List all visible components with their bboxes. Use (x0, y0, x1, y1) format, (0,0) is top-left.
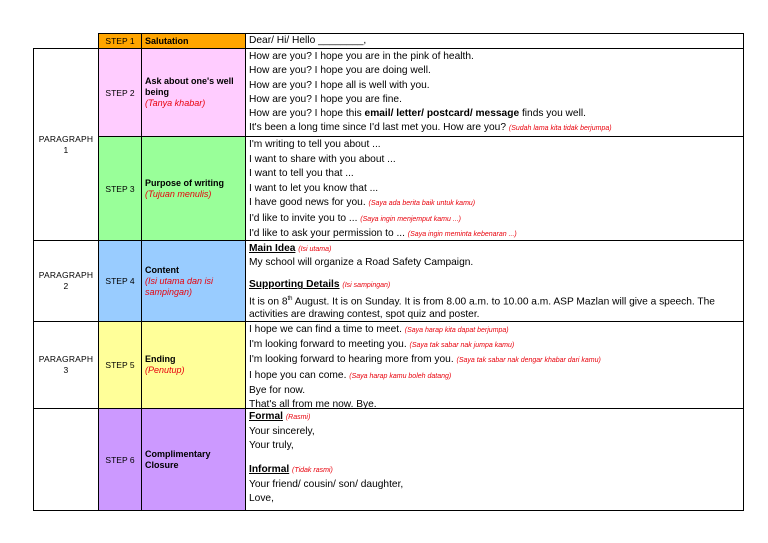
wellbeing-line: How are you? I hope all is well with you. (249, 79, 430, 91)
malay-note: (Saya ada berita baik untuk kamu) (368, 200, 476, 207)
ending-line (249, 369, 740, 384)
malay-note: (Sudah lama kita tidak berjumpa) (508, 125, 612, 133)
ending-line (249, 323, 740, 338)
paragraph-2-label (33, 240, 99, 322)
line-text: It's been a long time since I'd last met you. How are you? (249, 122, 507, 134)
line-text: I hope we can find a time to meet. (249, 324, 402, 335)
wellbeing-line: How are you? I hope you are fine. (249, 93, 402, 105)
step2-title: Ask about one's well being (145, 76, 234, 97)
step6-title: Complimentary Closure (145, 448, 211, 470)
line-text: It is on 8 (249, 296, 288, 307)
malay-note: (Saya tak sabar nak jumpa kamu) (409, 342, 515, 350)
step5-content (245, 321, 744, 409)
paragraph-3-label (33, 321, 99, 409)
step5-label (98, 321, 142, 409)
step6-content (245, 408, 744, 511)
heading-text: Supporting Details (249, 279, 340, 291)
step1-text: STEP 1 (105, 36, 135, 46)
superscript: th (287, 295, 293, 302)
line-text: finds you well. (519, 108, 586, 120)
paragraph-2-text: PARAGRAPH 2 (38, 270, 94, 291)
closure-line: Love, (249, 493, 274, 505)
purpose-line: I'm writing to tell you about ... (249, 139, 381, 150)
step3-content (245, 136, 744, 241)
line-bold: email/ letter/ postcard/ message (364, 108, 520, 120)
step2-content (245, 48, 744, 137)
step1-topic (141, 33, 246, 49)
paragraph-3-text: PARAGRAPH 3 (38, 354, 94, 375)
step4-subtitle: (Isi utama dan isi sampingan) (145, 275, 214, 297)
step2-text: STEP 2 (105, 87, 135, 98)
malay-note: (Isi utama) (298, 246, 332, 253)
step6-label (98, 408, 142, 511)
step1-label (98, 33, 142, 49)
malay-note: (Saya ingin meminta kebenaran ...) (407, 231, 517, 238)
step2-subtitle: (Tanya khabar) (145, 98, 206, 108)
step5-subtitle: (Penutup) (145, 365, 185, 375)
malay-note: (Saya ingin menjemput kamu ...) (360, 215, 462, 223)
purpose-line: I want to share with you about ... (249, 153, 396, 165)
step1-title: Salutation (145, 35, 189, 46)
ending-line (249, 338, 740, 353)
malay-note: (Rasmi) (285, 414, 311, 421)
line-text: I have good news for you. (249, 197, 366, 208)
supporting-details-text (249, 293, 740, 322)
step2-label (98, 48, 142, 137)
line-text: I'm looking forward to hearing more from you. (249, 354, 454, 366)
line-text: I'd like to invite you to ... (249, 212, 358, 224)
line-text: I hope you can come. (249, 369, 347, 381)
purpose-line (249, 212, 740, 228)
paragraph-blank (33, 408, 99, 511)
supporting-details-heading (249, 278, 740, 292)
step5-topic (141, 321, 246, 409)
step5-text: STEP 5 (105, 360, 135, 370)
heading-text: Informal (249, 463, 290, 475)
ending-line (249, 353, 740, 368)
step3-text: STEP 3 (105, 183, 135, 194)
ending-line: That's all from me now. Bye. (249, 399, 377, 411)
main-idea-text: My school will organize a Road Safety Campaign. (249, 257, 474, 269)
step4-title: Content (145, 264, 179, 275)
heading-text: Formal (249, 411, 283, 422)
malay-note: (Isi sampingan) (342, 282, 391, 290)
step4-topic (141, 240, 246, 322)
wellbeing-line: How are you? I hope you are in the pink of health. (249, 51, 474, 62)
salutation-line: Dear/ Hi/ Hello ________, (249, 35, 367, 46)
step3-subtitle: (Tujuan menulis) (145, 188, 212, 199)
paragraph-1-label (33, 48, 99, 241)
step3-label (98, 136, 142, 241)
step5-title: Ending (145, 354, 176, 364)
purpose-line: I want to let you know that ... (249, 182, 379, 194)
step3-title: Purpose of writing (145, 177, 225, 188)
closure-line: Your sincerely, (249, 426, 315, 438)
wellbeing-line (249, 121, 740, 136)
line-text: I'd like to ask your permission to ... (249, 228, 405, 239)
wellbeing-line: How are you? I hope you are doing well. (249, 65, 431, 77)
main-idea-heading (249, 242, 740, 256)
step3-topic (141, 136, 246, 241)
step4-label (98, 240, 142, 322)
step4-content (245, 240, 744, 322)
informal-heading (249, 463, 740, 478)
step2-topic (141, 48, 246, 137)
step4-text: STEP 4 (105, 276, 135, 286)
purpose-line: I want to tell you that ... (249, 168, 354, 179)
line-text: August. It is on Sunday. It is from 8.00 a.m. to 10.00 a.m. ASP Mazlan will give a speech. The activities are drawing contest, spot quiz and poster. (249, 296, 715, 321)
malay-note: (Saya harap kamu boleh datang) (349, 372, 452, 380)
paragraph-1-text: PARAGRAPH 1 (38, 133, 94, 155)
step6-topic (141, 408, 246, 511)
ending-line: Bye for now. (249, 384, 306, 396)
malay-note: (Saya tak sabar nak dengar khabar dari kamu) (456, 357, 601, 365)
closure-line: Your friend/ cousin/ son/ daughter, (249, 478, 404, 490)
malay-note: (Tidak rasmi) (292, 466, 333, 474)
line-text: I'm looking forward to meeting you. (249, 339, 407, 351)
formal-heading (249, 410, 740, 425)
step1-content (245, 33, 744, 49)
malay-note: (Saya harap kita dapat berjumpa) (404, 327, 509, 334)
step6-text: STEP 6 (105, 454, 135, 465)
wellbeing-line (249, 107, 740, 121)
heading-text: Main Idea (249, 243, 296, 254)
line-text: How are you? I hope this (249, 108, 365, 120)
closure-line: Your truly, (249, 440, 294, 452)
purpose-line (249, 196, 740, 212)
